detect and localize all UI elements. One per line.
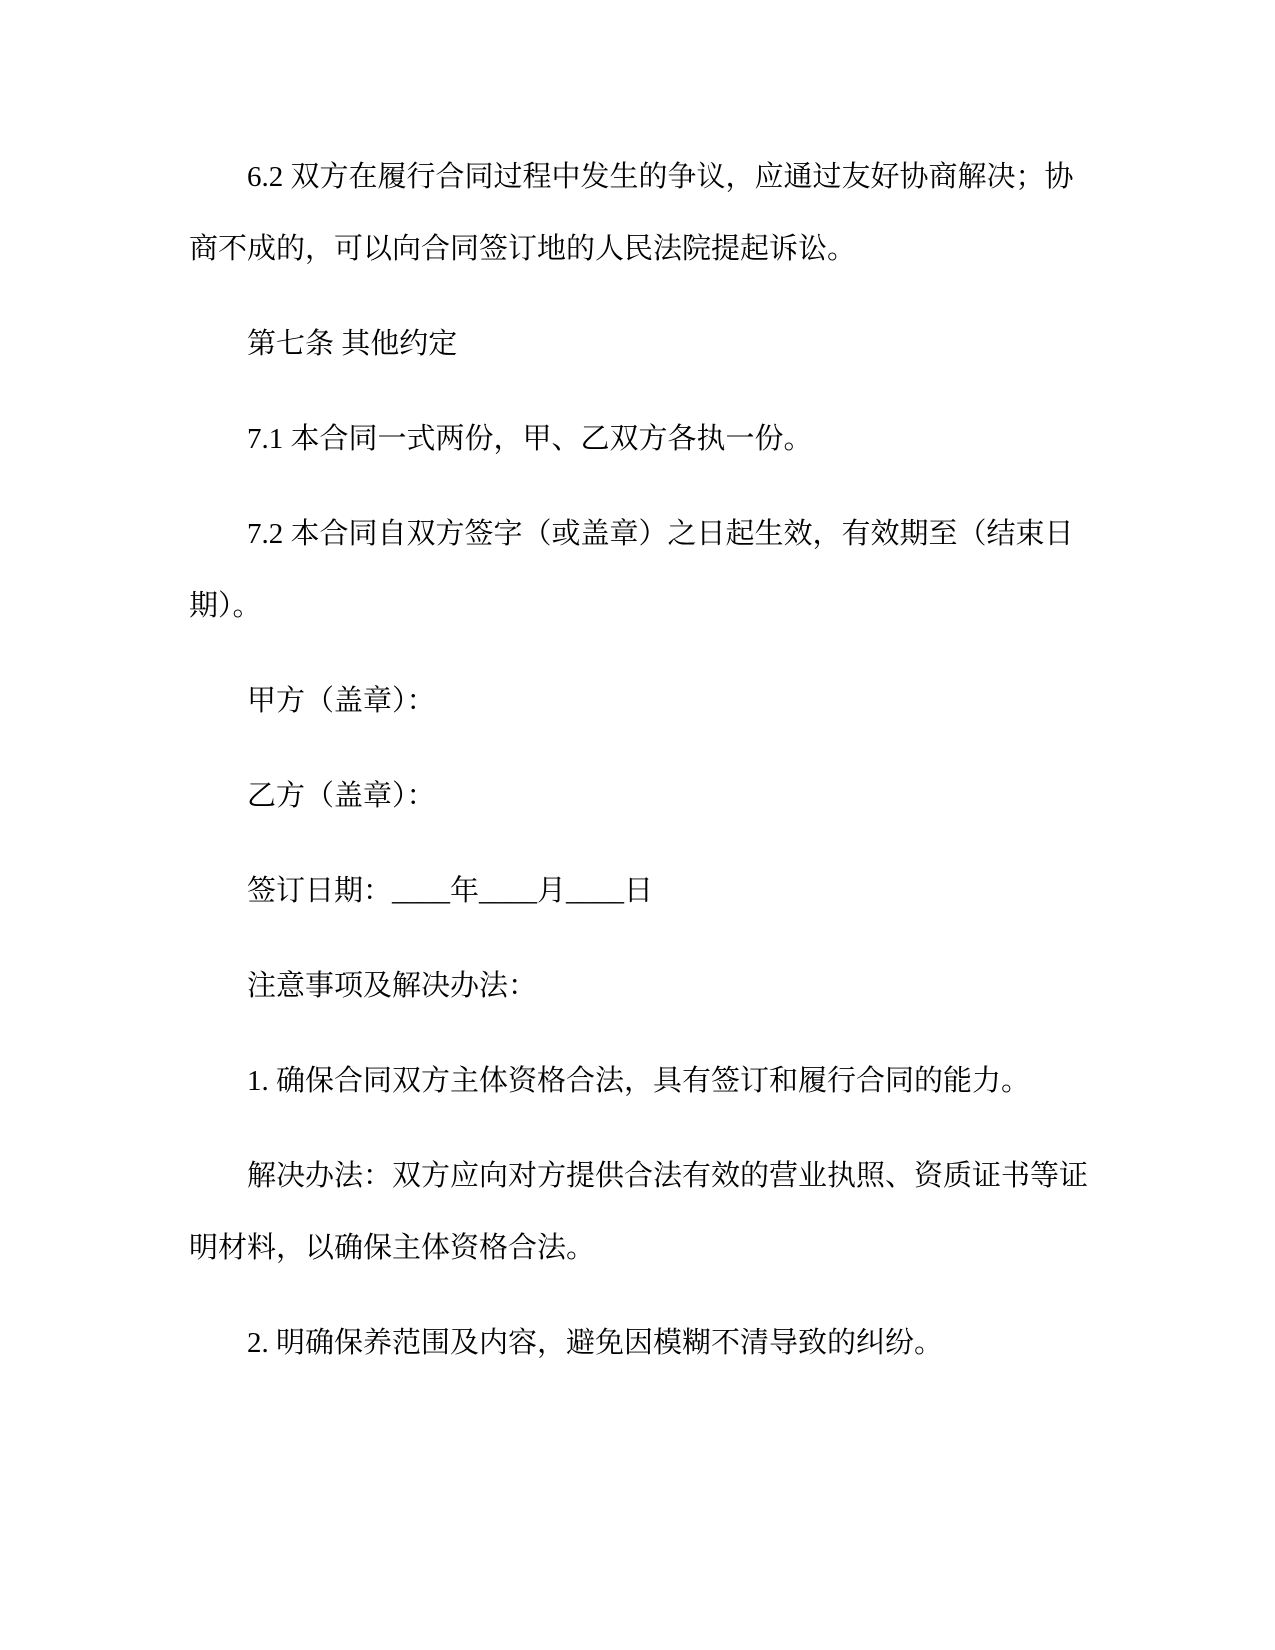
article-7-heading: 第七条 其他约定 xyxy=(247,328,458,360)
party-a-seal-line: 甲方（盖章）： xyxy=(247,685,436,717)
party-b-seal-line: 乙方（盖章）： xyxy=(247,780,436,812)
notes-heading: 注意事项及解决办法： xyxy=(247,970,538,1002)
clause-7-2: 7.2 本合同自双方签字（或盖章）之日起生效，有效期至（结束日期）。 xyxy=(189,518,1074,622)
clause-6-2: 6.2 双方在履行合同过程中发生的争议，应通过友好协商解决；协商不成的，可以向合同签订地的人民法院提起诉讼。 xyxy=(189,161,1074,265)
clause-7-1: 7.1 本合同一式两份，甲、乙双方各执一份。 xyxy=(247,423,813,455)
note-item-1: 1. 确保合同双方主体资格合法，具有签订和履行合同的能力。 xyxy=(247,1065,1031,1097)
note-item-1-solution: 解决办法：双方应向对方提供合法有效的营业执照、资质证书等证明材料，以确保主体资格合法。 xyxy=(189,1160,1089,1264)
note-item-2: 2. 明确保养范围及内容，避免因模糊不清导致的纠纷。 xyxy=(247,1327,944,1359)
signing-date-line: 签订日期：____年____月____日 xyxy=(247,875,654,907)
